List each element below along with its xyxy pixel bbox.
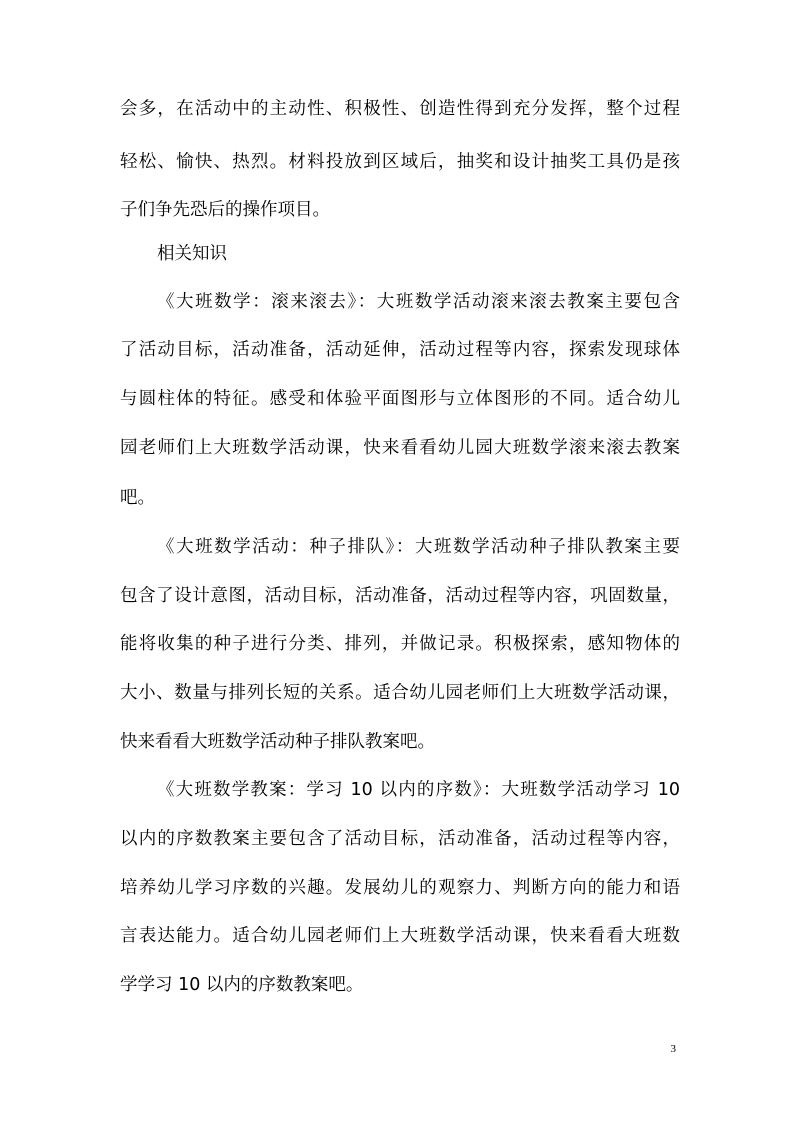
text-line: 包含了设计意图，活动目标，活动准备，活动过程等内容，巩固数量， (120, 586, 680, 606)
text-line: 吧。 (120, 488, 155, 508)
text-line: 子们争先恐后的操作项目。 (120, 200, 330, 220)
text-line: 轻松、愉快、热烈。材料投放到区域后，抽奖和设计抽奖工具仍是孩 (120, 152, 680, 172)
text-line: 以内的序数教案主要包含了活动目标，活动准备，活动过程等内容， (120, 829, 680, 849)
text-line: 《大班数学活动：种子排队》：大班数学活动种子排队教案主要 (157, 537, 680, 557)
text-line: 《大班数学：滚来滚去》：大班数学活动滚来滚去教案主要包含 (157, 292, 680, 312)
text-line: 学学习 10 以内的序数教案吧。 (120, 975, 364, 995)
text-line: 会多，在活动中的主动性、积极性、创造性得到充分发挥，整个过程 (120, 99, 680, 119)
text-line: 培养幼儿学习序数的兴趣。发展幼儿的观察力、判断方向的能力和语 (120, 878, 680, 898)
text-line: 言表达能力。适合幼儿园老师们上大班数学活动课，快来看看大班数 (120, 926, 680, 946)
text-line: 《大班数学教案：学习 10 以内的序数》：大班数学活动学习 10 (157, 780, 680, 800)
section-heading: 相关知识 (157, 244, 227, 264)
page-number: 3 (670, 1043, 676, 1055)
text-line: 了活动目标，活动准备，活动延伸，活动过程等内容，探索发现球体 (120, 340, 680, 360)
text-line: 园老师们上大班数学活动课，快来看看幼儿园大班数学滚来滚去教案 (120, 438, 680, 458)
text-line: 大小、数量与排列长短的关系。适合幼儿园老师们上大班数学活动课， (120, 683, 680, 703)
text-line: 与圆柱体的特征。感受和体验平面图形与立体图形的不同。适合幼儿 (120, 389, 680, 409)
text-line: 快来看看大班数学活动种子排队教案吧。 (120, 732, 435, 752)
text-line: 能将收集的种子进行分类、排列，并做记录。积极探索，感知物体的 (120, 634, 680, 654)
